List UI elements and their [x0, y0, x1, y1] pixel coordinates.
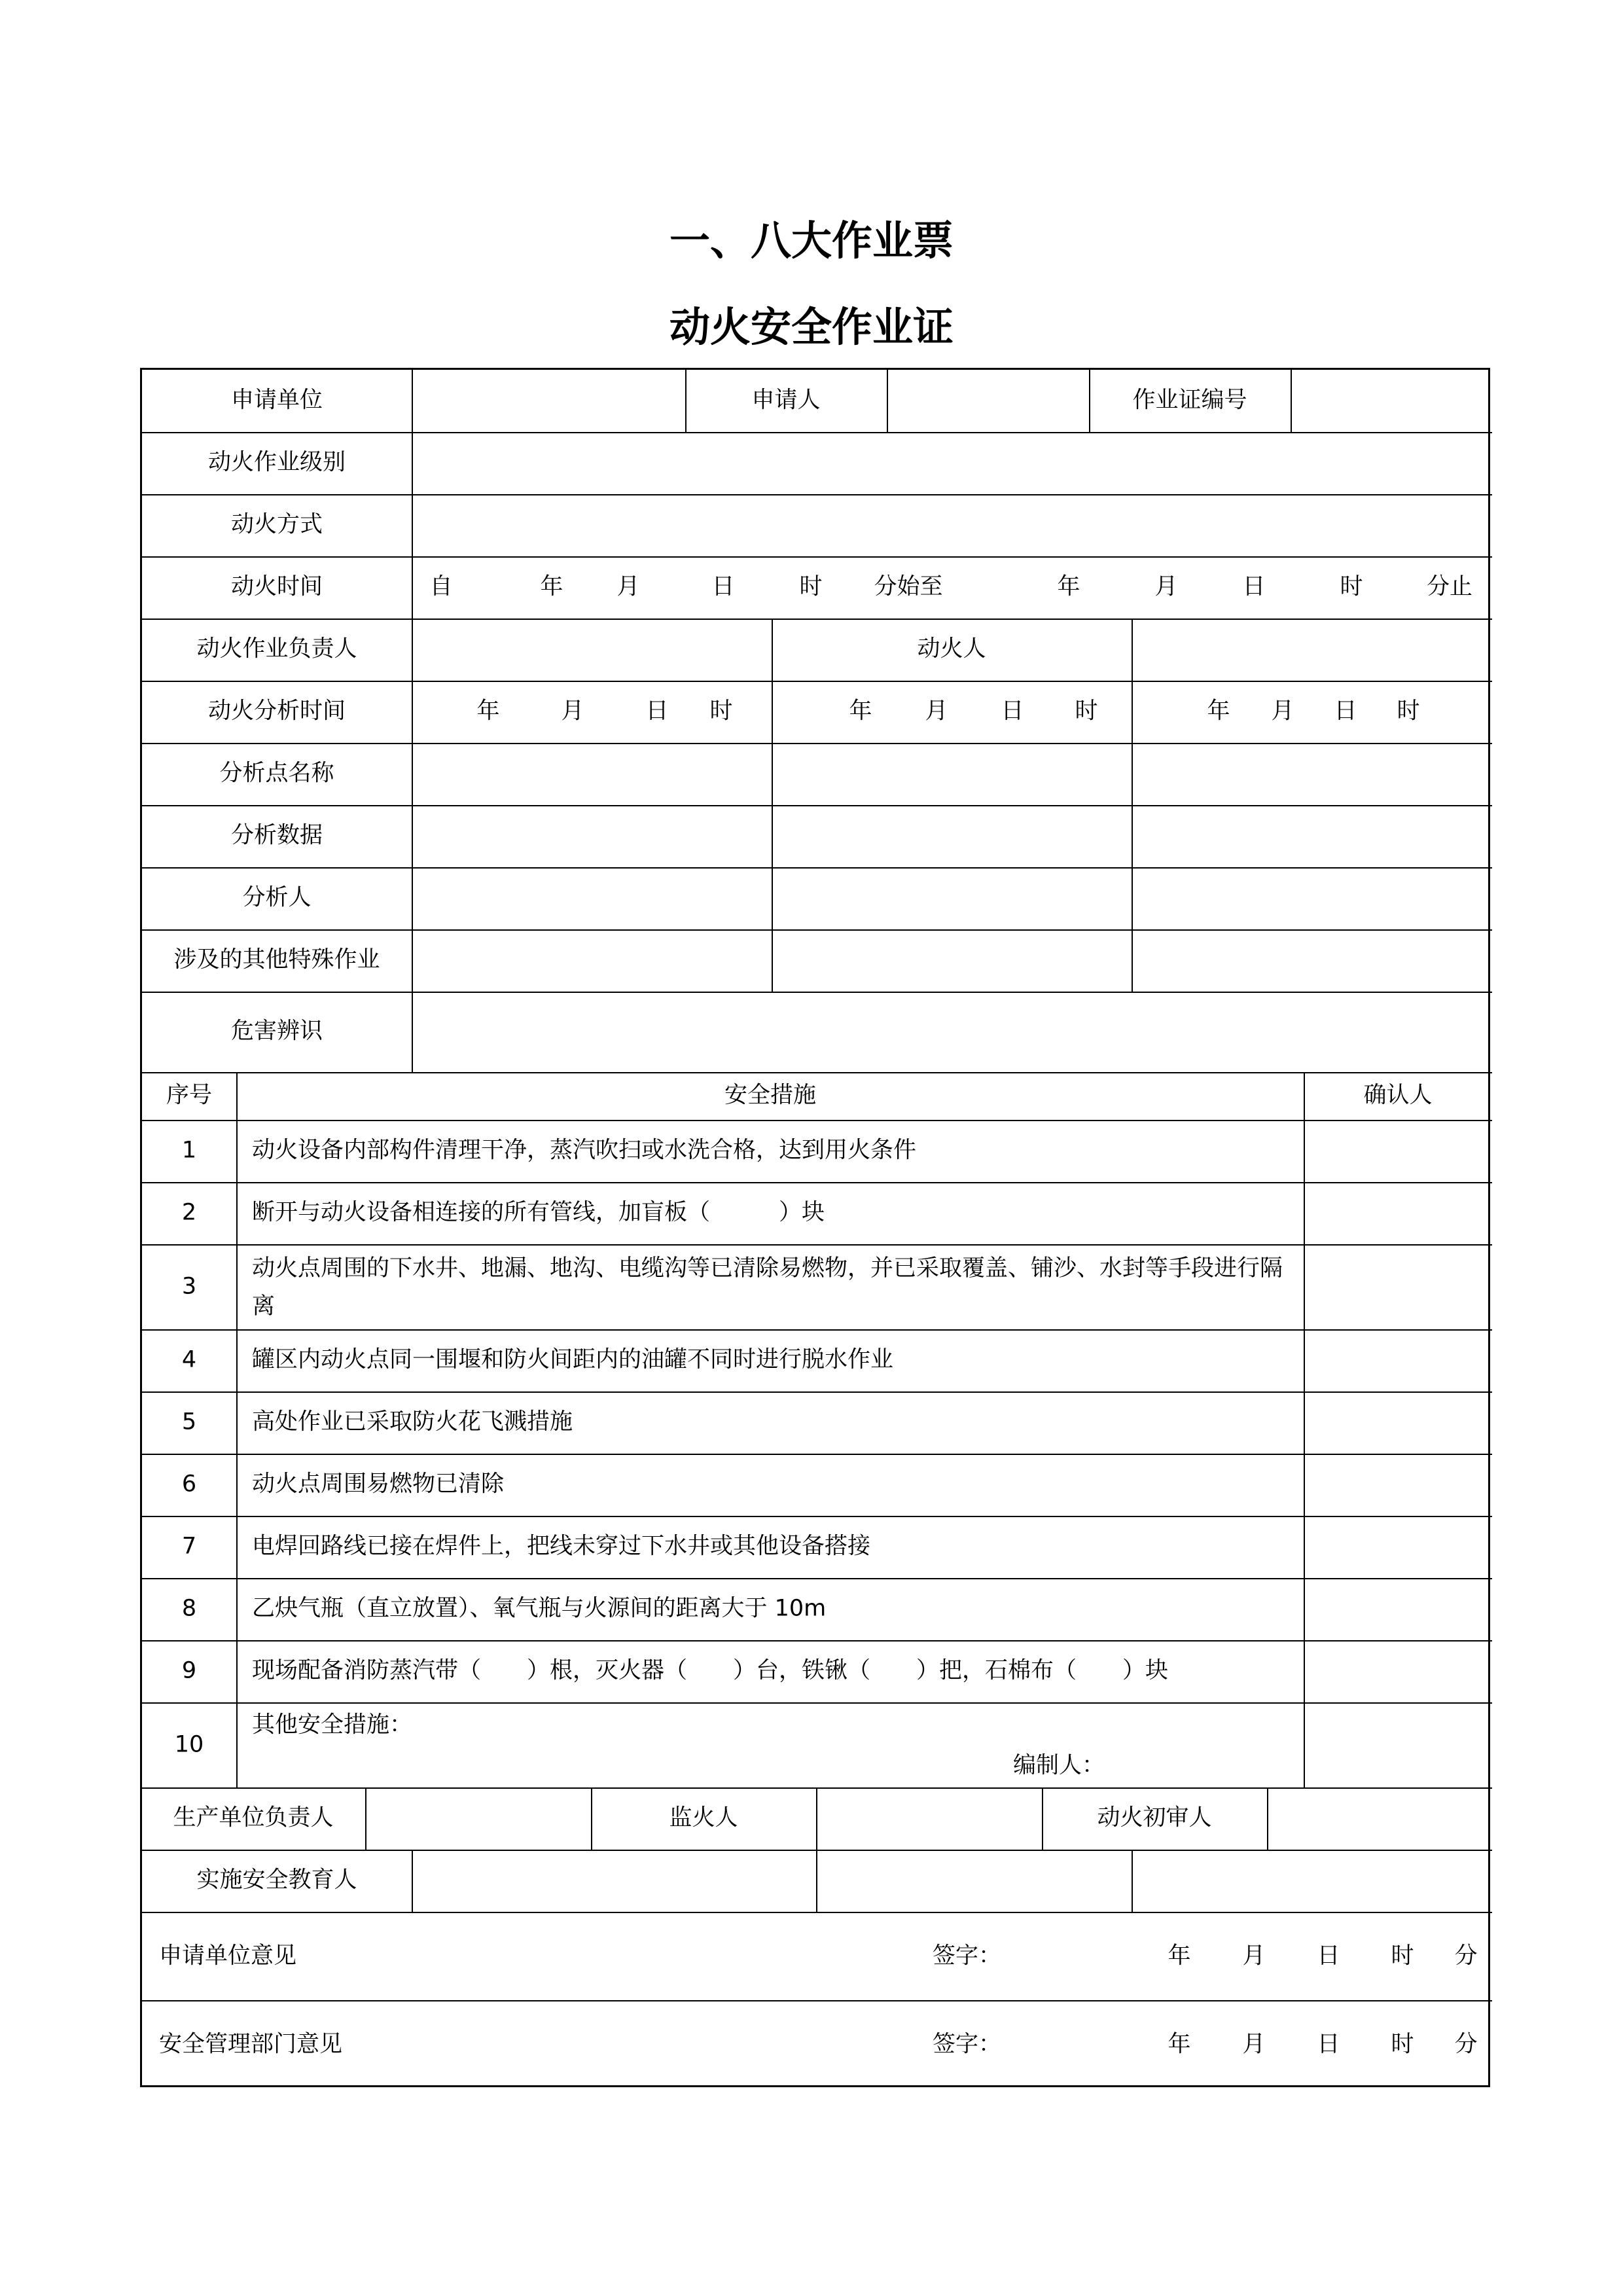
time-end-day: 日: [1242, 573, 1266, 600]
row-divider: [142, 1120, 1492, 1121]
leader-label: 动火作业负责人: [196, 636, 357, 662]
col-divider: [412, 1850, 413, 1912]
form-title: 动火安全作业证: [669, 303, 954, 351]
time-start-year: 年: [540, 573, 563, 600]
col-divider: [1089, 370, 1090, 432]
row-divider: [142, 494, 1492, 495]
measure-text: 高处作业已采取防火花飞溅措施: [252, 1408, 573, 1435]
row-divider: [142, 1516, 1492, 1517]
measure-text: 乙炔气瓶（直立放置）、氧气瓶与火源间的距离大于 10m: [252, 1595, 827, 1622]
row-divider: [142, 929, 1492, 931]
row-divider: [142, 1391, 1492, 1393]
other-special-label: 涉及的其他特殊作业: [173, 946, 380, 973]
col-divider: [1132, 619, 1133, 681]
time-start-month: 月: [616, 573, 640, 600]
col-divider: [412, 370, 413, 1072]
date-year: 年: [1168, 1943, 1191, 1969]
measure-no: 8: [181, 1595, 197, 1622]
confirm-header: 确认人: [1363, 1082, 1433, 1109]
row-divider: [142, 1640, 1492, 1641]
sign-label: 签字：: [933, 1943, 1002, 1969]
measure-text: 现场配备消防蒸汽带（ ）根，灭火器（ ）台，铁锹（ ）把，石棉布（ ）块: [252, 1657, 1169, 1684]
time-end-year: 年: [1057, 573, 1080, 600]
analysis-hour: 时: [1075, 698, 1098, 725]
measure-text: 动火点周围易燃物已清除: [252, 1471, 505, 1498]
measure-no: 5: [181, 1408, 197, 1435]
time-end-minute: 分止: [1426, 573, 1473, 600]
permit-no-label: 作业证编号: [1132, 387, 1247, 414]
measure-no: 4: [181, 1346, 197, 1373]
row-divider: [142, 743, 1492, 744]
row-divider: [142, 432, 1492, 433]
time-end-hour: 时: [1340, 573, 1363, 600]
analysis-month: 月: [1271, 698, 1294, 725]
date-month: 月: [1242, 1943, 1266, 1969]
measures-header: 安全措施: [724, 1082, 817, 1109]
measure-no: 1: [181, 1137, 197, 1164]
analysis-month: 月: [561, 698, 584, 725]
time-from: 自: [429, 573, 453, 600]
col-divider: [816, 1850, 817, 1912]
col-divider: [887, 370, 888, 432]
measure-text: 动火点周围的下水井、地漏、地沟、电缆沟等已清除易燃物，并已采取覆盖、铺沙、水封等手段进行隔离: [252, 1255, 1283, 1319]
analysis-day: 日: [645, 698, 669, 725]
fire-time-label: 动火时间: [230, 573, 323, 600]
col-divider: [1291, 370, 1292, 432]
col-divider: [365, 1787, 366, 1850]
analysis-data-label: 分析数据: [230, 822, 323, 849]
measure-text: 断开与动火设备相连接的所有管线，加盲板（ ）块: [252, 1199, 825, 1226]
dept-opinion-label: 安全管理部门意见: [159, 2031, 343, 2058]
apply-unit-label: 申请单位: [230, 387, 323, 414]
row-divider: [142, 992, 1492, 993]
analysis-year: 年: [849, 698, 872, 725]
row-divider: [142, 1182, 1492, 1183]
measure-text: 其他安全措施：: [252, 1712, 413, 1738]
time-end-month: 月: [1154, 573, 1178, 600]
measure-text: 动火设备内部构件清理干净，蒸汽吹扫或水洗合格，达到用火条件: [252, 1137, 917, 1164]
row-divider: [142, 556, 1492, 558]
measure-no: 2: [181, 1199, 197, 1226]
row-divider: [142, 1329, 1492, 1331]
col-divider: [1132, 1850, 1133, 1912]
col-divider: [236, 1072, 238, 1787]
time-start-to: 分始至: [874, 573, 943, 600]
measure-no: 7: [181, 1533, 197, 1560]
sign-label: 签字：: [933, 2031, 1002, 2058]
date-month: 月: [1242, 2031, 1266, 2058]
analysis-hour: 时: [709, 698, 733, 725]
col-divider: [685, 370, 687, 432]
measure-text: 罐区内动火点同一围堰和防火间距内的油罐不同时进行脱水作业: [252, 1346, 894, 1373]
page-title: 一、八大作业票: [669, 217, 954, 264]
col-divider: [816, 1787, 817, 1850]
permit-form: [140, 368, 1490, 2087]
row-divider: [142, 1454, 1492, 1455]
row-divider: [142, 1702, 1492, 1704]
analysis-time-label: 动火分析时间: [207, 698, 346, 725]
fire-person-label: 动火人: [917, 636, 986, 662]
edu-person-label: 实施安全教育人: [196, 1867, 357, 1893]
analysis-hour: 时: [1397, 698, 1420, 725]
measure-no: 9: [181, 1657, 197, 1684]
date-day: 日: [1317, 2031, 1340, 2058]
analysis-day: 日: [1334, 698, 1357, 725]
row-divider: [142, 867, 1492, 869]
date-hour: 时: [1391, 1943, 1414, 1969]
time-start-day: 日: [711, 573, 735, 600]
measure-text: 电焊回路线已接在焊件上，把线未穿过下水井或其他设备搭接: [252, 1533, 871, 1560]
row-divider: [142, 1578, 1492, 1579]
unit-opinion-label: 申请单位意见: [159, 1943, 297, 1969]
col-divider: [1042, 1787, 1043, 1850]
col-divider: [1267, 1787, 1268, 1850]
row-divider: [142, 681, 1492, 682]
fire-level-label: 动火作业级别: [207, 449, 346, 476]
compiler-label: 编制人：: [1013, 1752, 1105, 1779]
row-divider: [142, 1912, 1492, 1913]
fire-watch-label: 监火人: [669, 1804, 738, 1831]
date-day: 日: [1317, 1943, 1340, 1969]
col-divider: [772, 619, 773, 681]
col-divider: [772, 681, 773, 992]
col-divider: [1132, 681, 1133, 992]
fire-method-label: 动火方式: [230, 511, 323, 538]
row-divider: [142, 2000, 1492, 2001]
analysis-year: 年: [1207, 698, 1230, 725]
date-year: 年: [1168, 2031, 1191, 2058]
date-hour: 时: [1391, 2031, 1414, 2058]
hazard-label: 危害辨识: [230, 1018, 323, 1045]
analysis-month: 月: [925, 698, 948, 725]
measure-no: 3: [181, 1273, 197, 1300]
row-divider: [142, 805, 1492, 806]
initial-review-label: 动火初审人: [1097, 1804, 1212, 1831]
col-divider: [1304, 1072, 1305, 1787]
seq-header: 序号: [166, 1082, 213, 1109]
row-divider: [142, 619, 1492, 620]
applicant-label: 申请人: [751, 387, 821, 414]
analyst-label: 分析人: [242, 884, 312, 911]
prod-leader-label: 生产单位负责人: [173, 1804, 334, 1831]
measure-no: 10: [174, 1731, 204, 1758]
col-divider: [591, 1787, 592, 1850]
analysis-day: 日: [1001, 698, 1024, 725]
analysis-year: 年: [476, 698, 500, 725]
date-minute: 分: [1454, 1943, 1478, 1969]
measure-no: 6: [181, 1471, 197, 1498]
row-divider: [142, 1072, 1492, 1073]
analysis-point-label: 分析点名称: [219, 760, 334, 787]
date-minute: 分: [1454, 2031, 1478, 2058]
time-start-hour: 时: [799, 573, 823, 600]
row-divider: [142, 1244, 1492, 1246]
